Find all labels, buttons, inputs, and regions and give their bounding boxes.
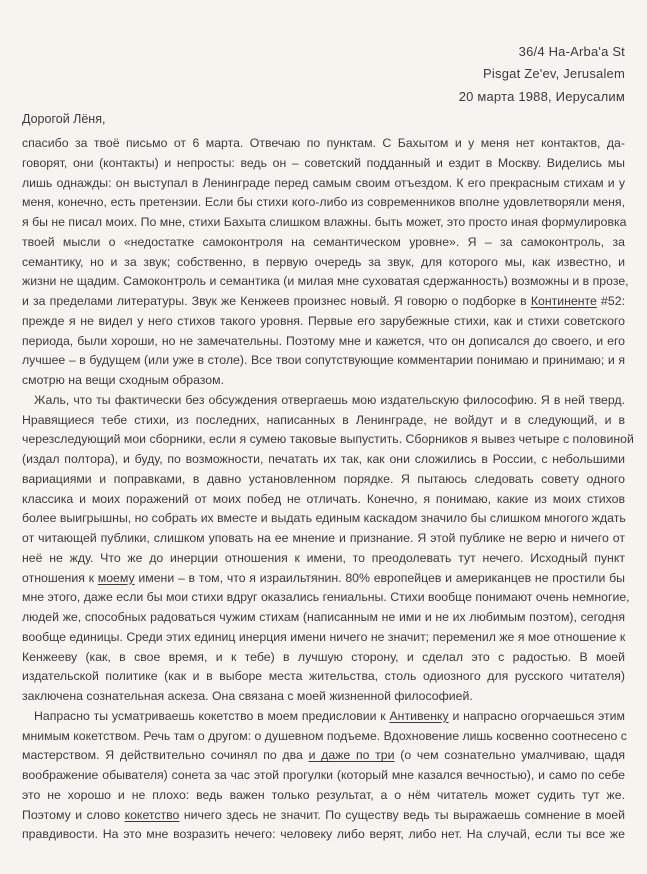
letter-line: семантику, но и за звук; собственно, в первую очередь за звук, для которого мы, как известно, и [22, 254, 625, 269]
underlined-text: кокетство [124, 807, 180, 822]
greeting: Дорогой Лёня, [22, 112, 106, 126]
letter-line: говорят, они (контакты) и непросты: ведь он – советский подданный и ездит в Москву. Виделись мы [22, 155, 625, 170]
letter-line: вариациями и поправками, в давно установленном порядке. Я пытаюсь следовать совету одного [22, 471, 625, 486]
letter-line: спасибо за твоё письмо от 6 марта. Отвечаю по пунктам. С Бахытом и у меня нет контактов, да- [22, 136, 625, 150]
underlined-text: моему [97, 570, 135, 585]
letter-line: периода, были хороши, но не замечательны. Поэтому мне и кажется, что он дописался до своего, и его [22, 333, 625, 348]
letter-line: черезследующий мои сборники, если я сумею таковые выпустить. Сборников я вывез четыре с половиной [22, 432, 634, 447]
letter-line: издательской политике (как и в выборе места жительства, столь одиозного для русского читателя) [22, 669, 625, 684]
line-segment: и напрасно огорчаешься этим [448, 708, 625, 723]
letter-line: неё не жду. Что же до инерции отношения к имени, то преодолевать тут нечего. Исходный пункт [22, 550, 625, 565]
letter-line: людей же, способных радоваться чужим стихам (написанным не ими и не их любимым поэтом), сегодня [22, 610, 625, 624]
letter-line: правдивости. На это мне возразить нечего: человеку либо верят, либо нет. На случай, если ты все же [22, 827, 625, 842]
letter-line: это не хорошо и не плохо: ведь важен только результат, а о нём читатель может судить тут же. [22, 787, 625, 802]
address-city: Pisgat Ze'ev, Jerusalem [483, 66, 625, 81]
letter-line [22, 708, 625, 724]
letter-line [22, 807, 625, 823]
line-segment: #52: [596, 294, 625, 308]
letter-line: Жаль, что ты фактически без обсуждения отвергаешь мою издательскую философию. Я в ней тверд. [34, 392, 625, 407]
line-segment: ничего здесь не значит. По существу ведь ты выражаешь сомнение в моей [179, 807, 625, 822]
letter-line: классика и моих поражений от моих побед не отличать. Конечно, я понимаю, какие из моих стихов [22, 491, 625, 506]
letter-line [22, 293, 625, 309]
letter-line: воображение обывателя) сонета за час этой прогулки (который мне казался вечностью), и само по себе [22, 768, 625, 782]
letter-line: мнимым кокетством. Речь там о другом: о душевном подъеме. Вдохновение лишь косвенно соотнесено с [22, 728, 627, 743]
letter-line [22, 570, 625, 586]
letter-line: вообще единицы. Среди этих единиц инерция имени ничего не значит; переменил же я мое отношение к [22, 629, 626, 644]
letter-line: заключена сознательная аскеза. Она связана с моей жизненной философией. [22, 689, 473, 703]
letter-line: прежде я не видел у него стихов такого уровня. Первые его зарубежные стихи, как и стихи советского [22, 313, 625, 328]
letter-line: я бы не писал моих. По мне, стихи Бахыта слишком влажны. быть может, это просто иная формулировка [22, 215, 627, 229]
letter-line: (издал полтора), и буду, по возможности, печатать их так, как они сложились в России, с небольшими [22, 452, 625, 466]
underlined-text: и даже по три [308, 748, 395, 763]
letter-line: от читающей публики, слишком уповать на ее мнение и признание. Я этой публике не верю и ничего от [22, 531, 625, 545]
letter-line: мне этого, даже если бы мои стихи вдруг оказались гениальны. Стихи вообще понимают очень немногие, [22, 590, 630, 605]
underlined-text: Антивенку [389, 708, 449, 723]
underlined-text: Континенте [530, 294, 597, 308]
line-segment: Поэтому и слово [22, 807, 125, 822]
line-segment: и за пределами литературы. Звук же Кенжеев произнес новый. Я говорю о подборке в [22, 294, 531, 308]
letter-line: Нравящиеся тебе стихи, из последних, написанных в Ленинграде, не войдут и в следующий, и в [22, 412, 625, 427]
letter-line: лучшее – в будущем (или уже в столе). Все твои сопутствующие комментарии понимаю и принимаю; и я [22, 353, 625, 368]
address-street: 36/4 Ha-Arba'a St [518, 44, 625, 59]
line-segment: (о чем сознательно умалчиваю, щадя [394, 748, 626, 763]
letter-line: лишь однажды: он выступал в Ленинграде перед самым своим отъездом. К его прекрасным стихам и у [22, 175, 625, 190]
letter-line: твоей мысли о «недостатке самоконтроля на семантическом уровне». Я – за самоконтроль, за [22, 234, 625, 249]
letter-line: более выигрышны, но собрать их вместе и выдать единым каскадом значило бы слишком многого ждать [22, 511, 626, 526]
letter-date: 20 марта 1988, Иерусалим [458, 89, 625, 104]
letter-line: меня, конечно, есть претензии. Если бы стихи кого-либо из современников вполне удовлетворяли меня, [22, 195, 625, 210]
line-segment: имени – в том, что я израильтянин. 80% европейцев и американцев не простили бы [134, 570, 625, 585]
letter-line: Кенжееву (как, в свое время, и к тебе) в лучшую сторону, и сделал это с радостью. В моей [22, 649, 625, 664]
line-segment: мастерством. Я действительно сочинял по два [22, 748, 309, 763]
line-segment: Напрасно ты усматриваешь кокетство в моем предисловии к [34, 708, 390, 723]
letter-line [22, 747, 625, 763]
letter-line: смотрю на вещи сходным образом. [22, 373, 224, 387]
line-segment: отношения к [22, 570, 98, 585]
letter-line: жизни не щадим. Самоконтроль и семантика (и милая мне суховатая сдержанность) возможны и в прозе, [22, 274, 629, 289]
